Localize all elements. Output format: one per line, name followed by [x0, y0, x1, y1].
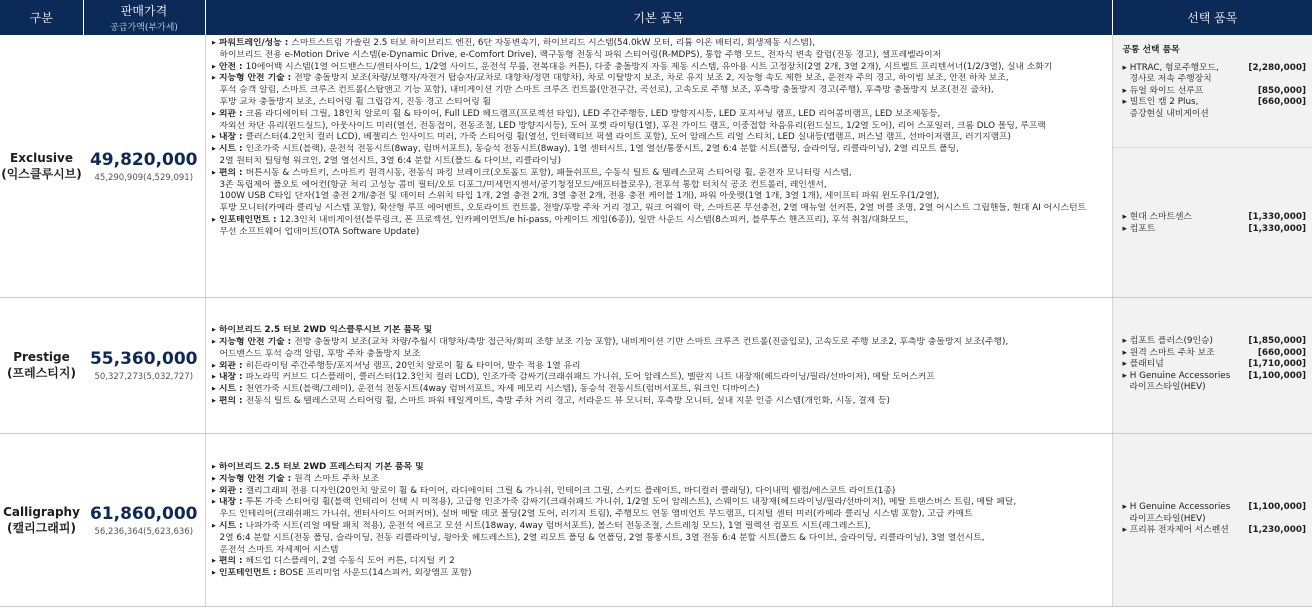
item-text: 캘리그래피 전용 디자인(20인치 알로이 휠 & 타이어, 라디에이터 그릴 & 가니쉬, 인테이크 그릴, 스키드 플레이트, 바디컬러 클래딩), 다이내믹 웰컴/에스코트 라이트(1종): [245, 485, 896, 496]
item-category: ▸ 편의 :: [211, 167, 246, 178]
option-item: [1123, 63, 1307, 86]
basic-item-line: [212, 121, 1106, 133]
item-category: ▸ 내장 :: [211, 372, 246, 383]
item-category: ▸ 지능형 안전 기술 :: [211, 337, 295, 347]
basic-item-line: [212, 191, 1106, 203]
sale-price: 61,860,000: [89, 503, 198, 524]
basic-items-cell: [205, 297, 1112, 433]
item-category: ▸ 하이브리드 2.5 터보 2WD 프레스티지 기본 품목 및: [211, 462, 424, 473]
item-text: 어드밴스드 후석 승객 알림, 후방 주차 충돌방지 보조: [219, 348, 421, 359]
option-price: [1,850,000]: [1248, 336, 1306, 347]
trim-name-korean: (프레스티지): [7, 366, 76, 380]
item-text: 3존 독립제어 풀오토 에어컨(항균 처리 고성능 콤비 필터/오토 디포그/미세먼지센서/공기청정모드/애프터블로우), 전후석 통합 터치식 공조 컨트롤러, 레인센서,: [219, 179, 827, 190]
option-price: [1,230,000]: [1248, 525, 1306, 536]
item-text: 크롬 라디에이터 그릴, 18인치 알로이 휠 & 타이어, Full LED 헤드램프(프로젝션 타입), LED 주간주행등, LED 방향지시등, LED 포지셔닝 램프, LED 리어콤비램프, LED 보조제동등,: [245, 108, 941, 119]
trim-name: Prestige: [13, 350, 70, 364]
option-item: [1123, 359, 1307, 371]
item-text: 2열 6:4 분할 시트(전동 폴딩, 슬라이딩, 전동 리클라이닝, 윙아웃 헤드레스트), 2열 리모트 폴딩 & 언폴딩, 2열 통풍시트, 3열 전동 6:4 분할 시트(폴드 & 다이브, 슬라이딩, 리클라이닝), 3열 열선시트,: [219, 532, 985, 543]
header-grade: 구분: [0, 0, 83, 35]
item-text: 전동식 틸트 & 텔레스코픽 스티어링 휠, 스마트 파워 테일게이트, 측방 주차 거리 경고, 서라운드 뷰 모니터, 후측방 모니터, 실내 지문 인증 시스템(개인화, 시동, 결제 등): [245, 395, 890, 406]
option-item: [1123, 502, 1307, 525]
trim-name: Exclusive: [10, 150, 73, 165]
option-price: [1,100,000]: [1248, 502, 1306, 513]
option-item: [1123, 97, 1307, 120]
item-category: ▸ 외관 :: [211, 360, 246, 371]
sale-price: 55,360,000: [89, 349, 198, 369]
supply-price: 50,327,273(5,032,727): [94, 372, 194, 382]
option-name-continued: 경사로 저속 주행장치: [1129, 74, 1212, 85]
option-price: [660,000]: [1257, 97, 1306, 108]
basic-item-line: [212, 497, 1106, 509]
trim-cell: [0, 35, 83, 297]
basic-item-line: [212, 227, 1106, 239]
basic-items-cell: [205, 35, 1112, 297]
item-category: ▸ 안전 :: [211, 61, 246, 72]
option-name: ▸ 빌트인 캠 2 Plus,: [1122, 97, 1199, 108]
item-text: 버튼시동 & 스마트키, 스마트키 원격시동, 전동식 파킹 브레이크(오토홀드 포함), 패들쉬프트, 수동식 틸트 & 텔레스코픽 스티어링 휠, 운전자 모니터링 시스템,: [245, 167, 852, 178]
item-text: 헤드업 디스플레이, 2열 수동식 도어 커튼, 디지털 키 2: [245, 556, 455, 567]
basic-item-line: [212, 486, 1106, 498]
basic-item-line: [212, 97, 1106, 109]
basic-item-line: [212, 462, 1106, 474]
basic-item-line: [212, 533, 1106, 545]
item-text: 자외선 차단 유리(윈드실드), 아웃사이드 미러(열선, 전동접이, 전동조절, LED 방향지시등), 도어 포켓 라이팅(1열), 후진 가이드 램프, 이중접합 차음유리(윈드실드, 1/2열 도어), 리어 스포일러, 크롬 DLO 몰딩, 루프랙: [219, 120, 1046, 131]
basic-item-line: [212, 215, 1106, 227]
option-items-cell: [1112, 433, 1312, 606]
basic-item-line: [212, 180, 1106, 192]
option-item: [1123, 336, 1307, 348]
item-text: 후방 모니터(카메라 클리닝 시스템 포함), 확산형 루프 에어벤트, 오토라이트 컨트롤, 전방/후방 주차 거리 경고, 워크 어웨이 락, 스마트폰 무선충전, 2열 매뉴얼 선커튼, 2열 버클 조명, 2열 어시스트 그립핸들, 현대 AI 어시스턴트: [219, 203, 1087, 214]
basic-items-cell: [205, 433, 1112, 606]
item-category: ▸ 시트 :: [211, 144, 246, 155]
item-category: ▸ 지능형 안전 기술 :: [211, 73, 295, 84]
basic-item-line: [212, 384, 1106, 396]
price-cell: [83, 433, 205, 606]
option-name: ▸ H Genuine Accessories: [1122, 502, 1231, 513]
option-price: [1,330,000]: [1248, 223, 1306, 234]
table-row: [0, 35, 1312, 297]
item-text: 전방 충돌방지 보조(차량/보행자/자전거 탑승자/교차로 대향차/정면 대향차), 차로 이탈방지 보조, 차로 유지 보조 2, 지능형 속도 제한 보조, 운전자 주의 경고, 하이빔 보조, 안전 하차 보조,: [294, 73, 1009, 84]
item-category: ▸ 인포테인먼트 :: [211, 214, 280, 225]
item-category: ▸ 시트 :: [211, 384, 246, 395]
trim-cell: [0, 297, 83, 433]
table-row: [0, 433, 1312, 606]
item-text: 무선 소프트웨어 업데이트(OTA Software Update): [219, 226, 420, 237]
header-price: 판매가격 공급가액(부가세): [83, 0, 205, 35]
item-text: 나파가죽 시트(리얼 메탈 패치 적용), 운전석 에르고 모션 시트(18way, 4way 럼버서포트), 볼스터 전동조절, 스트레칭 모드), 1열 릴렉션 컴포트 시트(레그레스트),: [245, 521, 871, 531]
option-items-cell: [1112, 297, 1312, 433]
basic-item-line: [212, 396, 1106, 408]
option-name: ▸ H Genuine Accessories: [1122, 370, 1231, 381]
option-name: ▸ HTRAC, 험로주행모드,: [1122, 62, 1219, 73]
supply-price: 45,290,909(4,529,091): [94, 172, 194, 183]
option-name: ▸ 현대 스마트센스: [1122, 212, 1192, 222]
basic-item-line: [212, 156, 1106, 168]
basic-item-line: [212, 62, 1106, 74]
item-category: ▸ 내장 :: [211, 132, 246, 143]
common-options-group: [1113, 35, 1312, 148]
basic-item-line: [212, 132, 1106, 144]
option-name: ▸ 원격 스마트 주차 보조: [1122, 347, 1215, 358]
item-text: 우드 인테리어(크래쉬패드 가니쉬, 센터사이드 어퍼커버), 실버 메탈 데코 몰딩(2열 도어, 러기지 트림), 주행모드 연동 앰비언트 무드램프, 디지털 센터 미러(카메라 클리닝 시스템 포함), 고급 카매트: [219, 509, 973, 520]
option-price: [1,710,000]: [1248, 359, 1306, 370]
basic-item-line: [212, 337, 1106, 349]
trim-options-group: [1123, 148, 1307, 235]
item-text: 2열 원터치 틸팅형 워크인, 2열 열선시트, 3열 6:4 분할 시트(폴드 & 다이브, 리클라이닝): [219, 155, 562, 166]
basic-item-line: [212, 349, 1106, 361]
item-category: ▸ 지능형 안전 기술 :: [211, 473, 295, 484]
basic-item-line: [212, 85, 1106, 97]
item-text: 전방 충돌방지 보조(교차 차량/추월시 대향차/측방 접근차/회피 조향 보조 기능 포함), 내비게이션 기반 스마트 크루즈 컨트롤(진출입로), 고속도로 주행 보조2, 후측방 충돌방지 보조(주행),: [294, 337, 1009, 347]
item-text: 파노라믹 커브드 디스플레이, 클러스터(12.3인치 컬러 LCD), 인조가죽 감싸기(크래쉬패드 가니쉬, 도어 암레스트), 멜란지 니트 내장재(헤드라이닝/필라/선바이저), 메탈 도어스커프: [245, 372, 935, 383]
option-item: [1123, 525, 1307, 537]
item-text: BOSE 프리미엄 사운드(14스피커, 외장앰프 포함): [279, 568, 472, 579]
option-price: [1,330,000]: [1248, 212, 1306, 222]
sale-price: 49,820,000: [89, 149, 198, 170]
option-price: [1,100,000]: [1248, 370, 1306, 381]
price-cell: [83, 297, 205, 433]
option-name: ▸ 컴포트: [1122, 223, 1156, 234]
option-name: ▸ 컴포트 플러스(9인승): [1122, 336, 1213, 347]
item-category: ▸ 편의 :: [211, 395, 246, 406]
basic-item-line: [212, 168, 1106, 180]
table-row: [0, 297, 1312, 433]
basic-item-line: [212, 361, 1106, 373]
basic-item-line: [212, 372, 1106, 384]
basic-item-line: [212, 144, 1106, 156]
item-text: 천연가죽 시트(블랙/그레이), 운전석 전동시트(4way 럼버서포트, 자세 메모리 시스템), 동승석 전동시트(럼버서포트, 워크인 디바이스): [245, 384, 760, 395]
basic-item-line: [212, 325, 1106, 337]
item-category: ▸ 시트 :: [211, 521, 246, 531]
option-items-cell: [1112, 35, 1312, 297]
price-cell: [83, 35, 205, 297]
item-category: ▸ 파워트레인/성능 :: [211, 38, 292, 48]
item-category: ▸ 내장 :: [211, 497, 246, 508]
trim-cell: [0, 433, 83, 606]
option-name-continued: 증강현실 내비게이션: [1129, 108, 1209, 119]
common-options-title: 공통 선택 품목: [1122, 45, 1180, 55]
basic-item-line: [212, 38, 1106, 50]
basic-item-line: [212, 509, 1106, 521]
option-name-continued: 라이프스타일(HEV): [1129, 513, 1206, 524]
item-text: 클러스터(4.2인치 컬러 LCD), 베젤리스 인사이드 미러, 가죽 스티어링 휠(열선, 인터랙티브 픽셀 라이트 포함), 도어 암레스트 리얼 스티치, LED 실내등(맵램프, 퍼스널 램프, 선바이저램프, 러기지램프): [245, 132, 1011, 143]
option-item: [1123, 224, 1307, 236]
trim-name-korean: (캘리그래피): [7, 520, 76, 535]
table-header: [0, 0, 1312, 35]
item-text: 후방 교차 충돌방지 보조, 스티어링 휠 그립감지, 진동 경고 스티어링 휠: [219, 96, 491, 107]
basic-item-line: [212, 545, 1106, 557]
item-text: 100W USB C타입 단자(1열 충전 2개/충전 및 데이터 스위치 타입 1개, 2열 충전 2개, 3열 충전 2개, 전용 충전 케이블 1개), 파워 아웃렛(1열 1개, 3열 1개), 세이프티 파워 윈도우(1/2열),: [219, 191, 940, 202]
item-text: 투톤 가죽 스티어링 휠(블랙 인테리어 선택 시 미적용), 고급형 인조가죽 감싸기(크래쉬패드 가니쉬, 1/2열 도어 암레스트), 스웨이드 내장재(헤드라이닝/필라/선바이저), 메탈 트랜스버스 트림, 메탈 페달,: [245, 497, 1017, 508]
item-text: 인조가죽 시트(블랙), 운전석 전동시트(8way, 럼버서포트), 동승석 전동시트(8way), 1열 센터시트, 1열 열선/통풍시트, 2열 6:4 분할 시트(폴딩, 슬라이딩, 리클라이닝), 2열 리모트 폴딩,: [245, 144, 959, 155]
basic-item-line: [212, 50, 1106, 62]
option-name: ▸ 듀얼 와이드 선루프: [1122, 85, 1204, 96]
item-text: 운전석 스마트 자세제어 시스템: [219, 544, 339, 555]
item-category: ▸ 인포테인먼트 :: [211, 568, 280, 579]
trim-name: Calligraphy: [3, 504, 80, 519]
option-name: ▸ 프리뷰 전자제어 서스펜션: [1122, 525, 1229, 536]
header-option-items: 선택 품목: [1112, 0, 1312, 35]
option-name: ▸ 플래티넘: [1122, 359, 1164, 370]
basic-item-line: [212, 474, 1106, 486]
option-item: [1123, 348, 1307, 360]
basic-item-line: [212, 568, 1106, 580]
item-category: ▸ 외관 :: [211, 108, 246, 119]
basic-item-line: [212, 556, 1106, 568]
basic-item-line: [212, 73, 1106, 85]
option-name-continued: 라이프스타일(HEV): [1129, 382, 1206, 393]
option-price: [2,280,000]: [1248, 62, 1306, 73]
basic-item-line: [212, 109, 1106, 121]
item-text: 하이브리드 전용 e-Motion Drive 시스템(e-Dynamic Drive, e-Comfort Drive), 랙구동형 전동식 파워 스티어링(R-MDPS), 통합 주행 모드, 전자식 변속 칼럼(진동 경고), 셀프레벨라이저: [219, 49, 942, 60]
option-item: [1123, 212, 1307, 224]
option-item: [1123, 86, 1307, 98]
item-text: 10에어백 시스템(1열 어드밴스드/센터사이드, 1/2열 사이드, 운전석 무릎, 전복대응 커튼), 다중 충돌방지 자동 제동 시스템, 유아용 시트 고정장치(2열 2개, 3열 2개), 시트벨트 프리텐셔너(1/2/3열), 실내 소화기: [245, 61, 1053, 72]
item-category: ▸ 외관 :: [211, 485, 246, 496]
supply-price: 56,236,364(5,623,636): [94, 526, 194, 537]
item-text: 후석 승객 알림, 스마트 크루즈 컨트롤(스탑앤고 기능 포함), 내비게이션 기반 스마트 크루즈 컨트롤(안전구간, 곡선로), 고속도로 주행 보조, 후측방 충돌방지 경고(주행), 후측방 충돌방지 보조(전진 출차),: [219, 85, 994, 96]
item-text: 원격 스마트 주차 보조: [294, 473, 380, 484]
option-price: [850,000]: [1257, 85, 1306, 96]
header-basic-items: 기본 품목: [205, 0, 1112, 35]
item-text: 스마트스트림 가솔린 2.5 터보 하이브리드 엔진, 6단 자동변속기, 하이브리드 시스템(54.0kW 모터, 리튬 이온 배터리, 회생제동 시스템),: [291, 38, 815, 48]
option-item: [1123, 371, 1307, 394]
option-price: [660,000]: [1257, 347, 1306, 358]
trim-name-korean: (익스클루시브): [1, 166, 82, 181]
item-text: 12.3인치 내비게이션(블루링크, 폰 프로젝션, 인카페이먼트/e hi-pass, 아케이드 게임(6종)), 일반 사운드 시스템(8스피커, 블루투스 핸즈프리), 후석 취침/대화모드,: [279, 214, 909, 225]
item-category: ▸ 하이브리드 2.5 터보 2WD 익스클루시브 기본 품목 및: [211, 325, 433, 336]
basic-item-line: [212, 521, 1106, 533]
item-text: 히든라이팅 주간주행등/포지셔닝 램프, 20인치 알로이 휠 & 타이어, 발수 적용 1열 유리: [245, 360, 581, 371]
basic-item-line: [212, 203, 1106, 215]
item-category: ▸ 편의 :: [211, 556, 246, 567]
